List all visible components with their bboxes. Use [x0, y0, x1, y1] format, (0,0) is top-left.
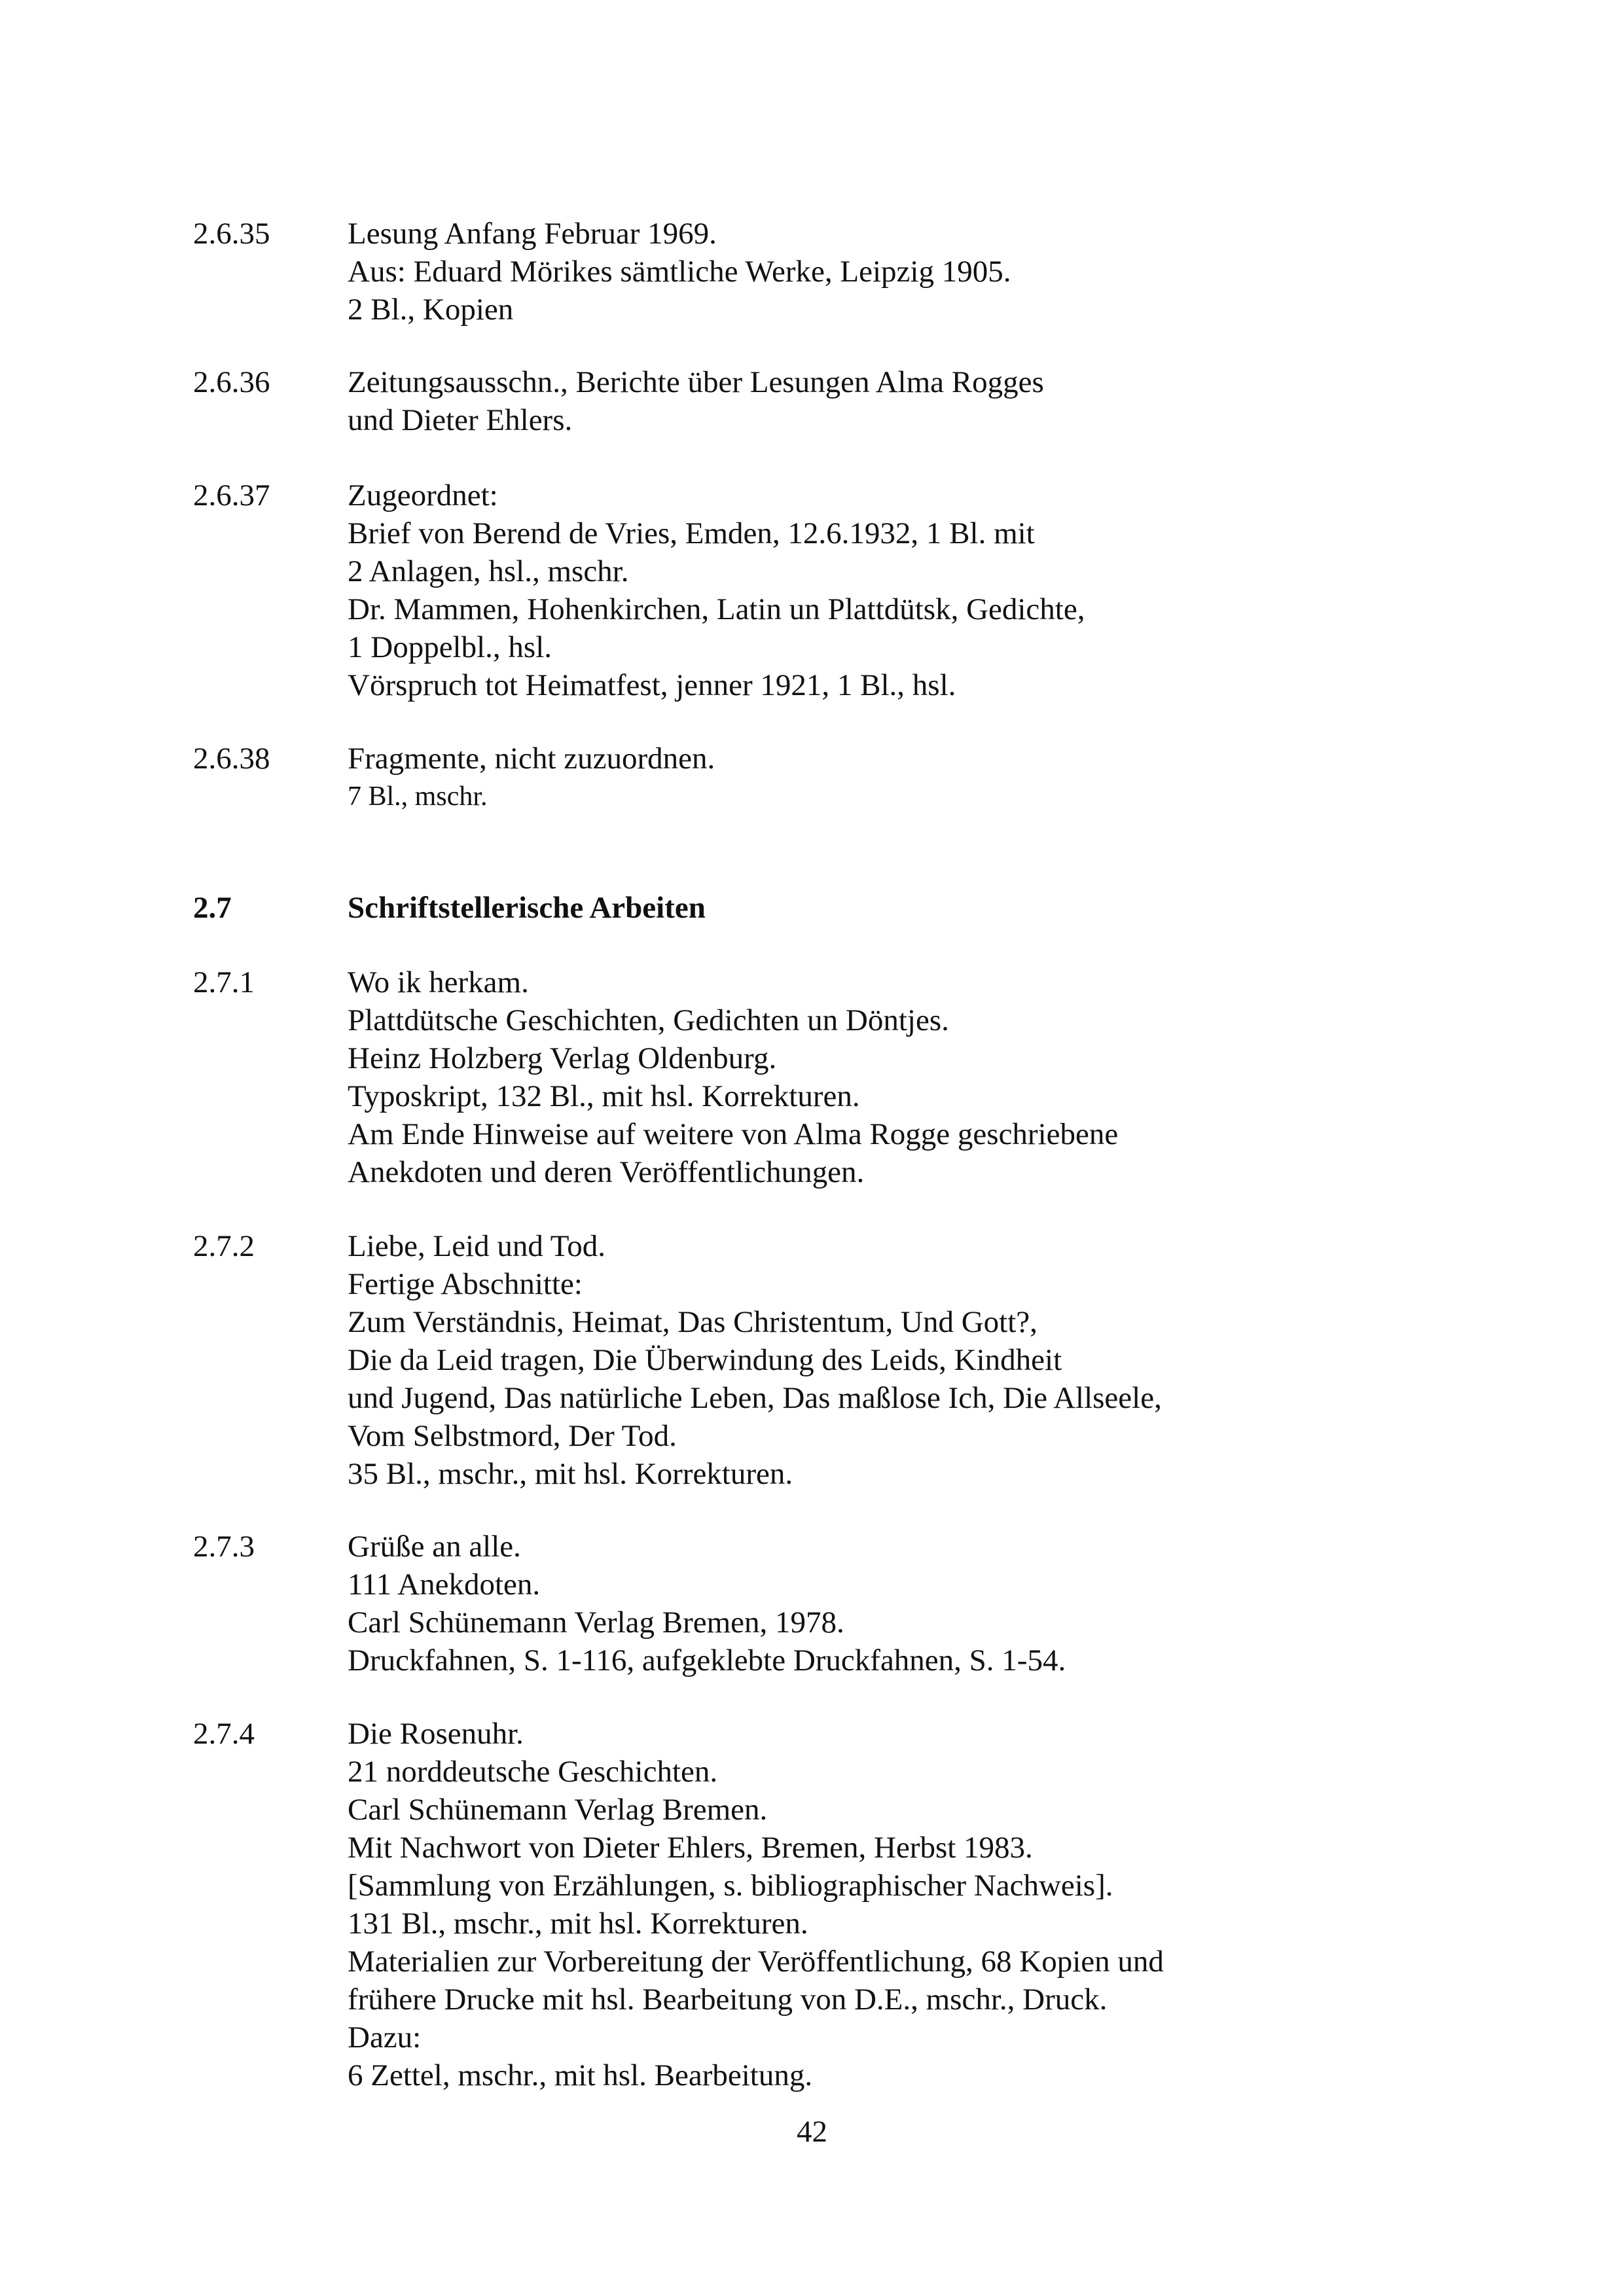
entry-line: Dazu:: [348, 2020, 422, 2054]
entry-line: [Sammlung von Erzählungen, s. bibliographischer Nachweis].: [348, 1869, 1113, 1903]
entry-line: Dr. Mammen, Hohenkirchen, Latin un Plattdütsk, Gedichte,: [348, 592, 1085, 626]
entry-line: Brief von Berend de Vries, Emden, 12.6.1932, 1 Bl. mit: [348, 516, 1035, 550]
section-title: [348, 889, 1437, 927]
entry-line: Vom Selbstmord, Der Tod.: [348, 1419, 677, 1453]
entry-line: Heinz Holzberg Verlag Oldenburg.: [348, 1041, 777, 1075]
entry-line: Fertige Abschnitte:: [348, 1267, 583, 1301]
entry-line: Druckfahnen, S. 1-116, aufgeklebte Druckfahnen, S. 1-54.: [348, 1643, 1066, 1677]
entry-line: Vörspruch tot Heimatfest, jenner 1921, 1 Bl., hsl.: [348, 668, 956, 702]
entry-line: Lesung Anfang Februar 1969.: [348, 217, 717, 251]
entry-text: [348, 740, 1437, 816]
entry-text: [348, 1715, 1437, 2094]
entry-text: [348, 215, 1437, 329]
entry-number: 2.6.36: [193, 365, 270, 399]
entry-number: 2.7.1: [193, 965, 255, 999]
entry-number: 2.6.35: [193, 217, 270, 251]
entry-line: 35 Bl., mschr., mit hsl. Korrekturen.: [348, 1457, 793, 1491]
entry-number: 2.7.2: [193, 1229, 255, 1263]
entry-line: Mit Nachwort von Dieter Ehlers, Bremen, Herbst 1983.: [348, 1831, 1033, 1865]
entry-line: Die Rosenuhr.: [348, 1717, 524, 1751]
section-number: 2.7: [193, 891, 232, 925]
entry-text: [348, 963, 1437, 1191]
entry-line: 111 Anekdoten.: [348, 1568, 541, 1602]
entry-line: 7 Bl., mschr.: [348, 781, 488, 812]
entry-number: 2.6.37: [193, 478, 270, 512]
entry-line: Plattdütsche Geschichten, Gedichten un Döntjes.: [348, 1003, 949, 1037]
entry-text: [348, 363, 1437, 439]
entry-line: Materialien zur Vorbereitung der Veröffentlichung, 68 Kopien und: [348, 1945, 1164, 1979]
entry-line: Die da Leid tragen, Die Überwindung des Leids, Kindheit: [348, 1343, 1062, 1377]
entry-line: und Jugend, Das natürliche Leben, Das maßlose Ich, Die Allseele,: [348, 1381, 1162, 1415]
entry-line: Zum Verständnis, Heimat, Das Christentum, Und Gott?,: [348, 1305, 1038, 1339]
entry-line: Zugeordnet:: [348, 478, 498, 512]
section-title-text: Schriftstellerische Arbeiten: [348, 891, 706, 925]
entry-line: 6 Zettel, mschr., mit hsl. Bearbeitung.: [348, 2058, 813, 2092]
entry-line: und Dieter Ehlers.: [348, 403, 573, 437]
entry-line: 2 Bl., Kopien: [348, 293, 514, 327]
entry-number: 2.7.3: [193, 1530, 255, 1564]
entry-line: Liebe, Leid und Tod.: [348, 1229, 605, 1263]
entry-line: Carl Schünemann Verlag Bremen, 1978.: [348, 1605, 844, 1640]
entry-text: [348, 1227, 1437, 1493]
entry-line: Typoskript, 132 Bl., mit hsl. Korrekturen.: [348, 1079, 860, 1113]
entry-number: 2.6.38: [193, 742, 270, 776]
entry-line: Wo ik herkam.: [348, 965, 529, 999]
entry-line: Grüße an alle.: [348, 1530, 521, 1564]
entry-line: Am Ende Hinweise auf weitere von Alma Rogge geschriebene: [348, 1117, 1119, 1151]
entry-line: Carl Schünemann Verlag Bremen.: [348, 1793, 768, 1827]
entry-line: Aus: Eduard Mörikes sämtliche Werke, Leipzig 1905.: [348, 255, 1011, 289]
entry-line: 1 Doppelbl., hsl.: [348, 630, 552, 664]
entry-line: 131 Bl., mschr., mit hsl. Korrekturen.: [348, 1907, 808, 1941]
entry-line: 21 norddeutsche Geschichten.: [348, 1755, 718, 1789]
entry-line: Anekdoten und deren Veröffentlichungen.: [348, 1155, 865, 1189]
entry-line: 2 Anlagen, hsl., mschr.: [348, 554, 629, 588]
entry-number: 2.7.4: [193, 1717, 255, 1751]
page-number: 42: [797, 2115, 827, 2149]
entry-line: frühere Drucke mit hsl. Bearbeitung von D.E., mschr., Druck.: [348, 1982, 1108, 2017]
entry-text: [348, 476, 1437, 704]
entry-line: Zeitungsausschn., Berichte über Lesungen Alma Rogges: [348, 365, 1044, 399]
entry-line: Fragmente, nicht zuzuordnen.: [348, 742, 715, 776]
entry-text: [348, 1528, 1437, 1679]
